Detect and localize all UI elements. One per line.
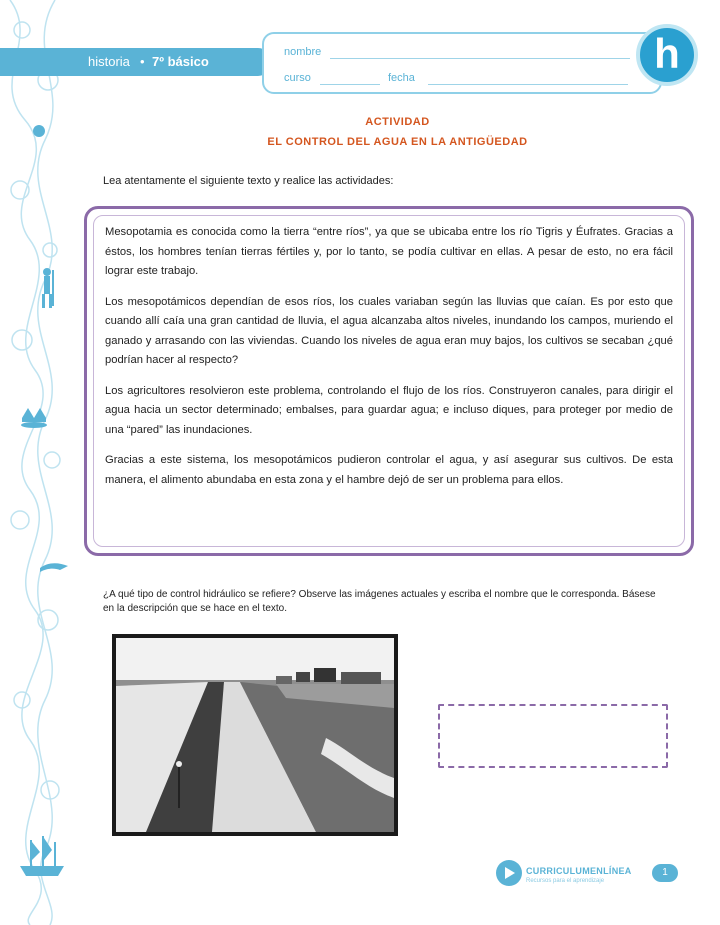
footer-brand: CURRICULUMENLÍNEA: [526, 866, 632, 876]
course-label: curso: [284, 72, 311, 84]
decorative-left-strip: [0, 0, 75, 925]
curriculum-logo-icon: [496, 860, 522, 886]
subject-label: historia: [88, 54, 130, 69]
reading-frame: [84, 206, 694, 556]
grade-label: 7º básico: [152, 54, 209, 69]
activity-title: ACTIVIDAD: [365, 116, 430, 128]
reading-paragraph-1: Mesopotamia es conocida como la tierra “entre ríos”, ya que se ubicaba entre los río Tigris y Éufrates. Gracias a éstos, los hombres tenían tierras fértiles y, por lo tanto, se podía cultivar en ellas. A pesar de esto, no era fácil lograr este trabajo.: [105, 226, 673, 277]
date-label: fecha: [388, 72, 415, 84]
name-field[interactable]: [330, 58, 630, 59]
answer-box[interactable]: [438, 704, 668, 768]
reading-paragraph-4: Gracias a este sistema, los mesopotámicos pudieron controlar el agua, y así asegurar sus cultivos. De esta manera, el alimento abundaba en esta zona y el hambre dejó de ser un problema para ellos.: [105, 454, 673, 486]
footer-tagline: Recursos para el aprendizaje: [526, 878, 605, 884]
reading-paragraph-3: Los agricultores resolvieron este problema, controlando el flujo de los ríos. Construyeron canales, para dirigir el agua hacia un sector determinado; embalses, para guardar agua; e incluso diques, para proteger por medio de una “pared” las inundaciones.: [105, 384, 673, 436]
question-text: ¿A qué tipo de control hidráulico se refiere? Observe las imágenes actuales y escriba el nombre que le corresponda. Básese en la descripción que se hace en el texto.: [103, 589, 656, 614]
student-info-form: [262, 32, 662, 94]
date-field[interactable]: [428, 84, 628, 85]
dike-photo: [112, 634, 398, 836]
name-label: nombre: [284, 46, 322, 58]
page-number: 1: [652, 864, 678, 882]
history-logo: h: [636, 24, 698, 86]
subject-header-band: [0, 48, 272, 76]
instruction-text: Lea atentamente el siguiente texto y realice las actividades:: [103, 175, 394, 187]
reading-text: [105, 223, 673, 501]
subject-separator: •: [140, 54, 145, 69]
course-field[interactable]: [320, 84, 380, 85]
page-title: EL CONTROL DEL AGUA EN LA ANTIGÜEDAD: [267, 136, 528, 148]
reading-paragraph-2: Los mesopotámicos dependían de esos ríos, los cuales variaban según las lluvias que caían. Es por esto que cuando allí caía una gran cantidad de lluvia, el agua alcanzaba altos niveles, inundando los campos, muriendo el ganado y arrasando con las viviendas. Cuando los niveles de agua eran muy bajos, los cultivos se secaban ¿qué podrían hacer al respecto?: [105, 295, 673, 366]
